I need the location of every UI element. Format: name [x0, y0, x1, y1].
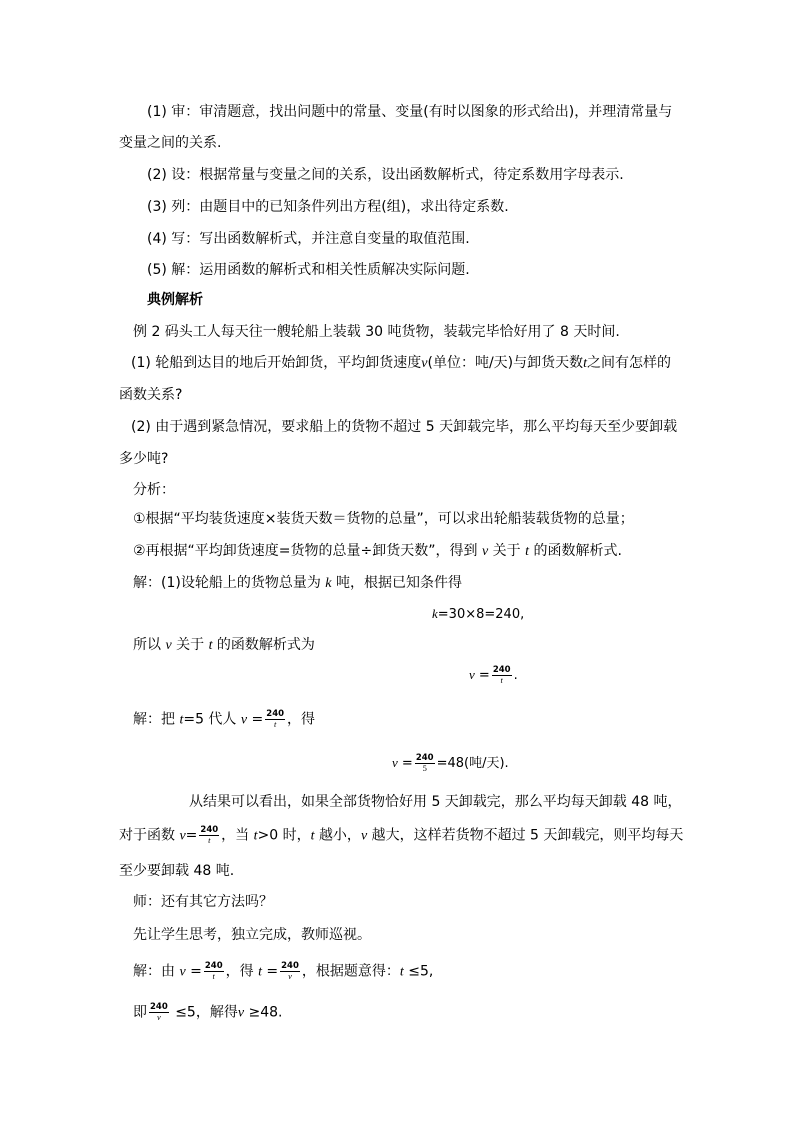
fraction: $\frac{240}{t}$: [266, 709, 285, 729]
conclusion-line-1: 从结果可以看出，如果全部货物恰好用 5 天卸载完，那么平均每天卸载 48 吨，: [189, 794, 682, 810]
analysis-point-2: ②再根据“平均卸货速度=货物的总量÷卸货天数”，得到 v 关于 t 的函数解析式.: [133, 543, 622, 559]
equation-v-of-t: v = $\frac{240}{t}$ .: [469, 665, 518, 685]
question-2-line-1: (2) 由于遇到紧急情况，要求船上的货物不超过 5 天卸载完毕，那么平均每天至少要卸载: [131, 419, 678, 435]
question-1-line-2: 函数关系?: [119, 387, 183, 403]
fraction: $\frac{240}{v}$: [281, 961, 299, 981]
step-4: (4) 写：写出函数解析式，并注意自变量的取值范围.: [147, 231, 470, 247]
step-2: (2) 设：根据常量与变量之间的关系，设出函数解析式，待定系数用字母表示.: [147, 167, 624, 183]
fraction: $\frac{240}{t}$: [200, 825, 219, 845]
conclusion-line-2: 对于函数 v= $\frac{240}{t}$ ，当 t>0 时，t 越小，v 越大，这样若货物不超过 5 天卸载完，则平均每天: [119, 825, 684, 845]
analysis-label: 分析：: [133, 482, 175, 498]
solution-line-1: 解：(1)设轮船上的货物总量为 k 吨，根据已知条件得: [133, 575, 462, 591]
equation-result: v = $\frac{240}{5}$ =48(吨/天).: [392, 753, 509, 773]
solution-line-3: 解：把 t=5 代人 v = $\frac{240}{t}$ ，得: [133, 709, 316, 729]
teacher-hint: 先让学生思考，独立完成，教师巡视。: [133, 927, 371, 943]
teacher-question: 师：还有其它方法吗？: [133, 894, 273, 910]
fraction: $\frac{240}{t}$: [204, 961, 223, 981]
section-heading: 典例解析: [147, 292, 203, 308]
equation-k: k=30×8=240,: [432, 606, 525, 622]
step-1-line-2: 变量之间的关系.: [119, 135, 222, 151]
method-2-line-1: 解：由 v = $\frac{240}{t}$ ，得 t = $\frac{240}{v}$ ，根据题意得：t ≤5,: [133, 961, 434, 981]
analysis-point-1: ①根据“平均装货速度×装货天数＝货物的总量”，可以求出轮船装载货物的总量；: [133, 511, 634, 527]
fraction: $\frac{240}{v}$: [150, 1002, 168, 1022]
step-5: (5) 解：运用函数的解析式和相关性质解决实际问题.: [147, 262, 470, 278]
step-1-line-1: (1) 审：审清题意，找出问题中的常量、变量(有时以图象的形式给出)，并理清常量与: [147, 104, 673, 120]
method-2-line-2: 即 $\frac{240}{v}$ ≤5，解得v ≥48.: [133, 1002, 283, 1022]
conclusion-line-3: 至少要卸载 48 吨.: [119, 863, 235, 879]
example-title: 例 2 码头工人每天往一艘轮船上装载 30 吨货物，装载完毕恰好用了 8 天时间.: [133, 324, 620, 340]
fraction: $\frac{240}{5}$: [415, 753, 434, 773]
question-1-line-1: (1) 轮船到达目的地后开始卸货，平均卸货速度v(单位：吨/天)与卸货天数t之间有怎样的: [131, 355, 672, 371]
solution-line-2: 所以 v 关于 t 的函数解析式为: [133, 637, 315, 653]
fraction: $\frac{240}{t}$: [492, 665, 511, 685]
step-3: (3) 列：由题目中的已知条件列出方程(组)，求出待定系数.: [147, 199, 509, 215]
question-2-line-2: 多少吨?: [119, 451, 169, 467]
